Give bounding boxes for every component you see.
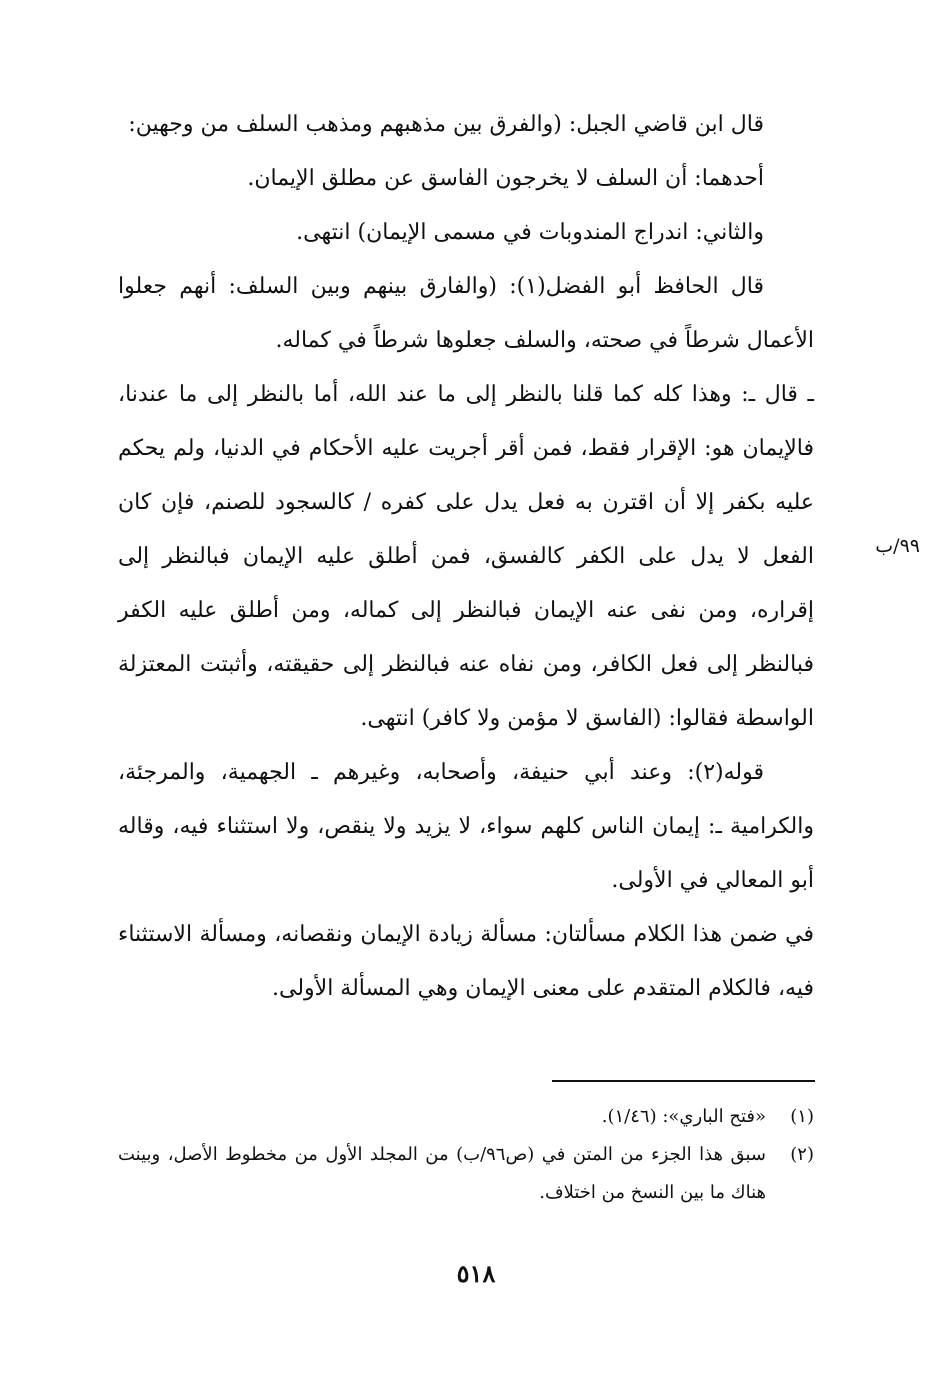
footnote-number: (١) — [790, 1106, 814, 1127]
footnote-item — [118, 1098, 814, 1136]
footnote-divider — [552, 1080, 815, 1082]
footnotes — [118, 1098, 814, 1212]
footnote-number: (٢) — [790, 1144, 814, 1165]
manuscript-folio-marker: ٩٩/ب — [875, 535, 920, 557]
paragraph-qawluhu: قوله(٢): وعند أبي حنيفة، وأصحابه، وغيرهم ـ الجهمية، والمرجئة، والكرامية ـ: إيمان الناس كلهم سواء، لا يزيد ولا ينقص، ولا استثناء فيه، وقاله أبو المعالي في الأولى. — [118, 760, 814, 893]
footnote-text: سبق هذا الجزء من المتن في (ص٩٦/ب) من المجلد الأول من مخطوط الأصل، وبينت هناك ما بين النسخ من اختلاف. — [118, 1144, 766, 1203]
paragraph-two-issues: في ضمن هذا الكلام مسألتان: مسألة زيادة الإيمان ونقصانه، ومسألة الاستثناء فيه، فالكلام المتقدم على معنى الإيمان وهي المسألة الأولى. — [118, 922, 814, 1001]
footnote-text: «فتح الباري»: (١/٤٦). — [601, 1106, 766, 1127]
main-text — [118, 98, 814, 1016]
page-number: ٥١٨ — [456, 1259, 496, 1288]
footnote-item — [118, 1136, 814, 1212]
paragraph-second-aspect: والثاني: اندراج المندوبات في مسمى الإيمان) انتهى. — [296, 220, 764, 245]
paragraph-abu-al-fadl: قال الحافظ أبو الفضل(١): (والفارق بينهم وبين السلف: أنهم جعلوا الأعمال شرطاً في صحته، والسلف جعلوها شرطاً في كماله. — [118, 274, 814, 353]
paragraph-first-aspect: أحدهما: أن السلف لا يخرجون الفاسق عن مطلق الإيمان. — [247, 166, 764, 191]
paragraph-qal: ـ قال ـ: وهذا كله كما قلنا بالنظر إلى ما عند الله، أما بالنظر إلى ما عندنا، فالإيمان هو: الإقرار فقط، فمن أقر أجريت عليه الأحكام في الدنيا، ولم يحكم عليه بكفر إلا أن اقترن به فعل يدل على كفره / كالسجود للصنم، فإن كان الفعل لا يدل على الكفر كالفسق، فمن أطلق عليه الإيمان فبالنظر إلى إقراره، ومن نفى عنه الإيمان فبالنظر إلى كماله، ومن أطلق عليه الكفر فبالنظر إلى فعل الكافر، ومن نفاه عنه فبالنظر إلى حقيقته، وأثبتت المعتزلة الواسطة فقالوا: (الفاسق لا مؤمن ولا كافر) انتهى. — [118, 382, 814, 731]
paragraph-ibn-qadi-al-jabal: قال ابن قاضي الجبل: (والفرق بين مذهبهم ومذهب السلف من وجهين: — [128, 112, 764, 137]
